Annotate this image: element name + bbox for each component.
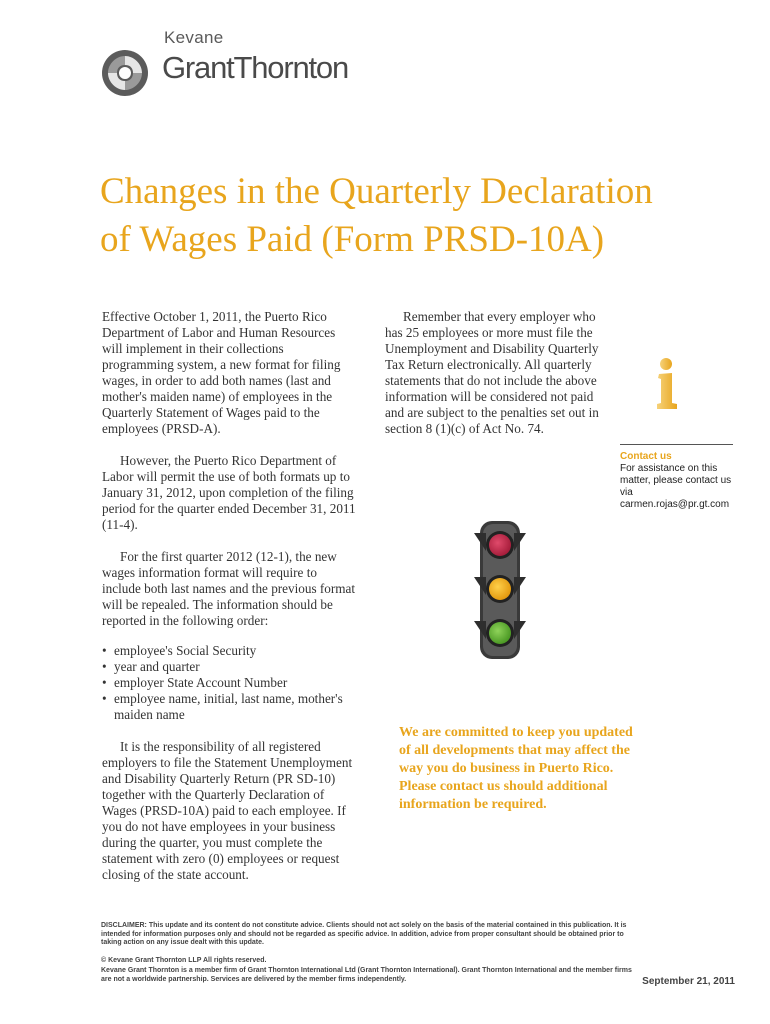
- company-logo: [100, 28, 380, 98]
- paragraph-responsibility: It is the responsibility of all registered employers to file the Statement Unemployment and Disability Quarterly Return (PR SD-10) together with the Quarterly Declaration of Wages (PRSD-10A) paid to each employee. If you do not have employees in your business during the quarter, you must complete the statement with zero (0) employees or request closing of the state account.: [102, 739, 353, 882]
- paragraph-however: However, the Puerto Rico Department of Labor will permit the use of both formats up to January 31, 2012, upon completion of the filing period for the quarter ended December 31, 2011 (11-4).: [102, 453, 356, 532]
- right-column: [385, 309, 615, 437]
- contact-title: Contact us: [620, 451, 672, 462]
- brand-main-text: GrantThornton: [162, 50, 349, 85]
- info-icon: [656, 357, 678, 409]
- disclaimer-text: DISCLAIMER: This update and its content do not constitute advice. Clients should not act solely on the basis of the material contained in this publication. It is intended for information purposes only and should not be regarded as specific advice. In addition, advice from proper consultant should be obtained prior to taking action on any issue dealt with this update.: [101, 922, 627, 946]
- paragraph-effective: Effective October 1, 2011, the Puerto Rico Department of Labor and Human Resources will implement in their collections programming system, a new format for filing wages, in order to add both names (last and mother's maiden name) of employees in the Quarterly Statement of Wages paid to the employees (PRSD-A).: [102, 309, 341, 436]
- left-column: [102, 309, 357, 883]
- list-item: • year and quarter: [102, 659, 357, 675]
- contact-text: For assistance on this matter, please contact us via: [620, 463, 732, 498]
- brand-top-text: Kevane: [164, 28, 224, 47]
- traffic-light-icon: [470, 517, 530, 665]
- commitment-note: We are committed to keep you updated of all developments that may affect the way you do business in Puerto Rico. Please contact us should additional information be required.: [399, 725, 633, 812]
- list-item: • employee name, initial, last name, mother's maiden name: [102, 691, 357, 723]
- paragraph-remember: Remember that every employer who has 25 employees or more must file the Unemployment and Disability Quarterly Tax Return electronically. All quarterly statements that do not include the above information will be considered not paid and are subject to the penalties set out in section 8 (1)(c) of Act No. 74.: [385, 309, 599, 436]
- member-firm-note: Kevane Grant Thornton is a member firm of Grant Thornton International Ltd (Grant Thornton International). Grant Thornton International and the member firms are not a worldwide partnership. Services are delivered by the member firms independently.: [101, 966, 632, 983]
- copyright-block: [101, 956, 641, 985]
- copyright-line: © Kevane Grant Thornton LLP All rights reserved.: [101, 957, 267, 964]
- publication-date: September 21, 2011: [642, 976, 735, 987]
- document-title: [100, 168, 740, 264]
- paragraph-first-quarter: For the first quarter 2012 (12-1), the new wages information format will require to include both last names and the previous format will be repealed. The information should be reported in the following order:: [102, 549, 356, 628]
- list-item: • employee's Social Security: [102, 643, 357, 659]
- contact-email[interactable]: carmen.rojas@pr.gt.com: [620, 499, 730, 510]
- grant-thornton-logo-icon: [100, 48, 150, 98]
- reporting-order-list: [102, 643, 357, 723]
- title-line-1: Changes in the Quarterly Declaration: [100, 171, 653, 212]
- title-line-2: of Wages Paid (Form PRSD-10A): [100, 219, 605, 260]
- contact-box: [620, 444, 733, 511]
- list-item: • employer State Account Number: [102, 675, 357, 691]
